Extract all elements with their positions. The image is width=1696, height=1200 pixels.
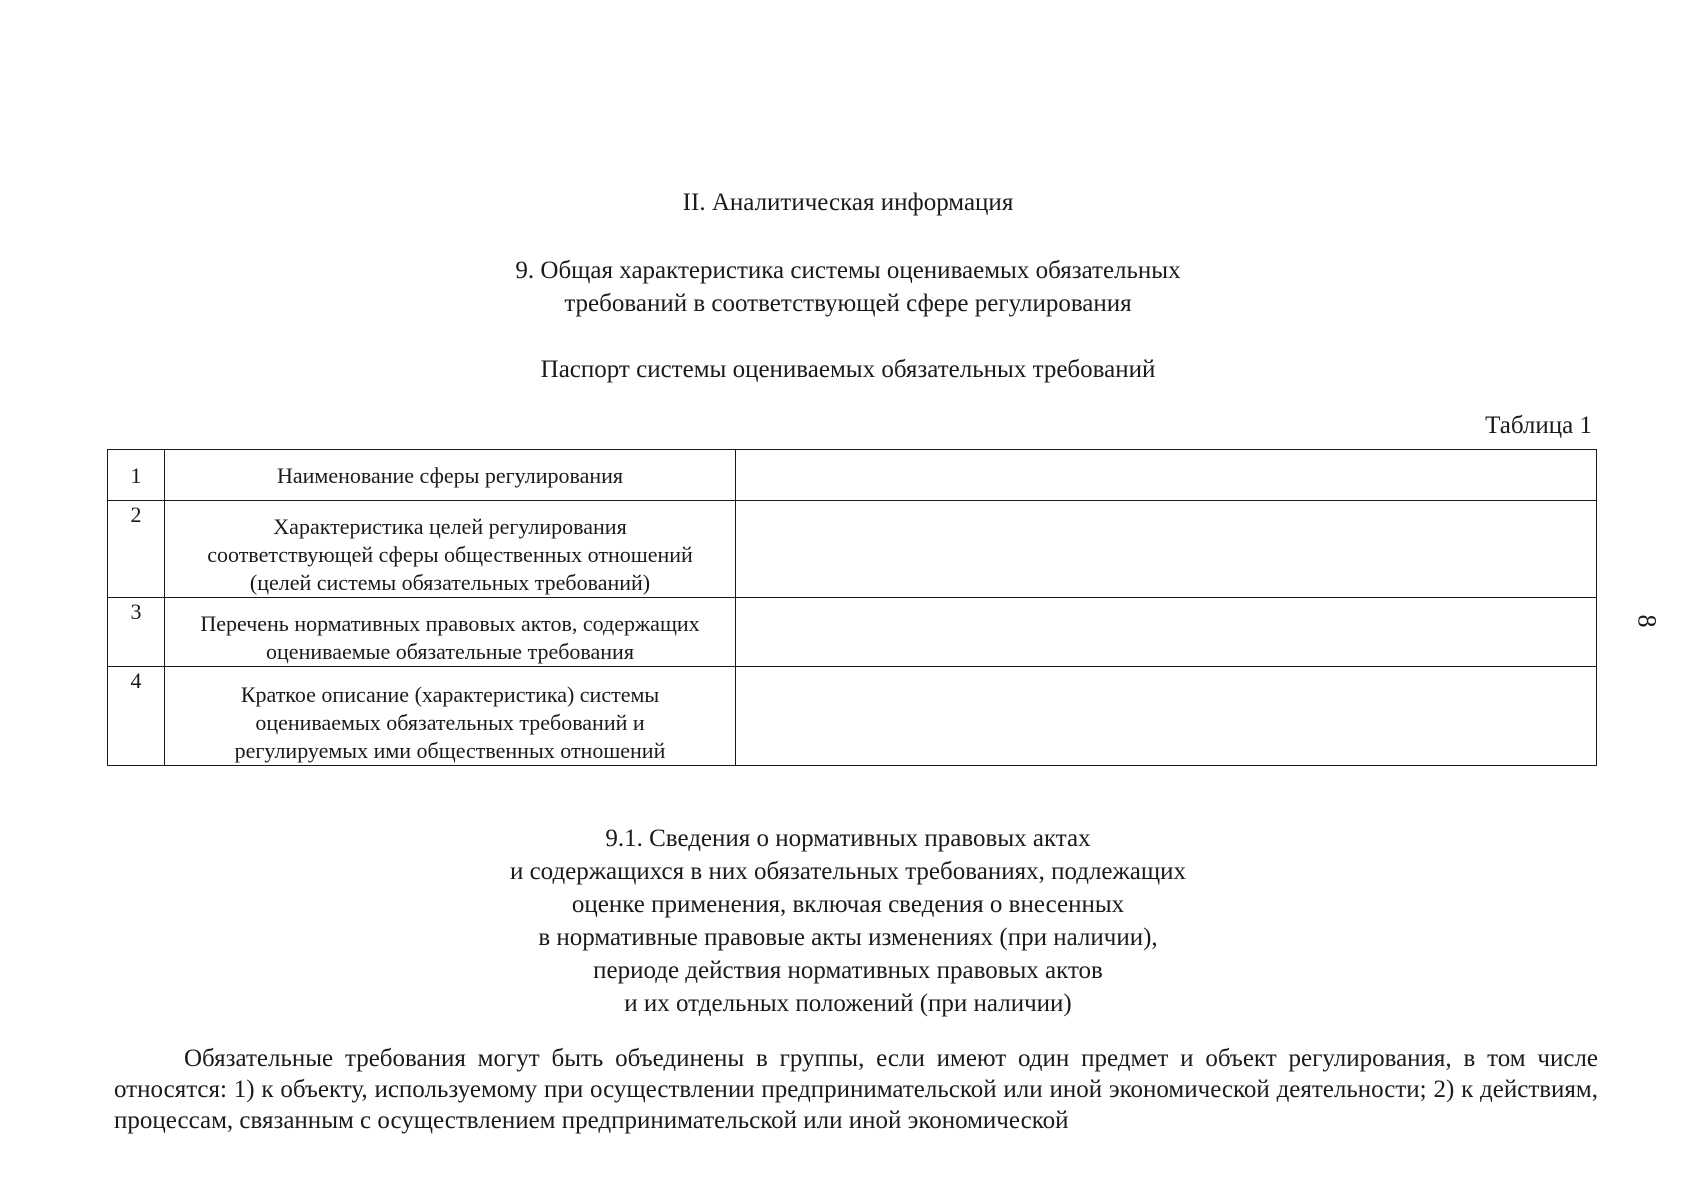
table-row — [108, 501, 1597, 598]
section-title: II. Аналитическая информация — [682, 189, 1014, 216]
page-number: 8 — [1632, 614, 1662, 628]
table-row — [108, 598, 1597, 667]
row-name-line: Наименование сферы регулирования — [277, 463, 623, 488]
row-name-line: соответствующей сферы общественных отношений — [207, 542, 693, 567]
table-row — [108, 667, 1597, 766]
heading-9-line-1: 9. Общая характеристика системы оцениваемых обязательных — [515, 257, 1181, 284]
row-name-line: регулируемых ими общественных отношений — [234, 738, 666, 763]
passport-title: Паспорт системы оцениваемых обязательных требований — [540, 356, 1156, 383]
heading-9-1-line: в нормативные правовые акты изменениях (при наличии), — [538, 924, 1158, 951]
row-value-cell[interactable] — [736, 501, 1597, 598]
heading-9-1-line: и их отдельных положений (при наличии) — [624, 990, 1072, 1017]
heading-9 — [0, 254, 1696, 320]
row-name — [165, 598, 736, 667]
row-name-line: Перечень нормативных правовых актов, содержащих — [200, 611, 700, 636]
heading-9-1 — [0, 822, 1696, 1020]
heading-9-1-line: периоде действия нормативных правовых актов — [593, 957, 1103, 984]
row-value-cell[interactable] — [736, 450, 1597, 501]
row-number: 3 — [108, 598, 165, 667]
row-number: 4 — [108, 667, 165, 766]
row-name-line: оцениваемые обязательные требования — [266, 639, 634, 664]
row-name-line: оцениваемых обязательных требований и — [255, 710, 645, 735]
row-name-line: Характеристика целей регулирования — [273, 514, 627, 539]
heading-9-line-2: требований в соответствующей сфере регулирования — [564, 290, 1132, 317]
row-name — [165, 450, 736, 501]
heading-9-1-line: оценке применения, включая сведения о внесенных — [571, 891, 1125, 918]
row-value-cell[interactable] — [736, 598, 1597, 667]
row-number: 1 — [108, 450, 165, 501]
row-name-line: Краткое описание (характеристика) системы — [240, 682, 660, 707]
heading-9-1-line: и содержащихся в них обязательных требованиях, подлежащих — [509, 858, 1187, 885]
passport-table — [107, 449, 1597, 766]
row-name-line: (целей системы обязательных требований) — [249, 570, 651, 595]
table-row — [108, 450, 1597, 501]
row-name — [165, 667, 736, 766]
heading-9-1-line: 9.1. Сведения о нормативных правовых актах — [605, 825, 1091, 852]
table-label: Таблица 1 — [1485, 412, 1592, 439]
row-name — [165, 501, 736, 598]
row-value-cell[interactable] — [736, 667, 1597, 766]
body-paragraph: Обязательные требования могут быть объединены в группы, если имеют один предмет и объект регулирования, в том числе относятся: 1) к объекту, используемому при осуществлении предпринимательской или иной экономической деятельности; 2) к действиям, процессам, связанным с осуществлением предпринимательской или иной экономической — [114, 1045, 1598, 1134]
row-number: 2 — [108, 501, 165, 598]
